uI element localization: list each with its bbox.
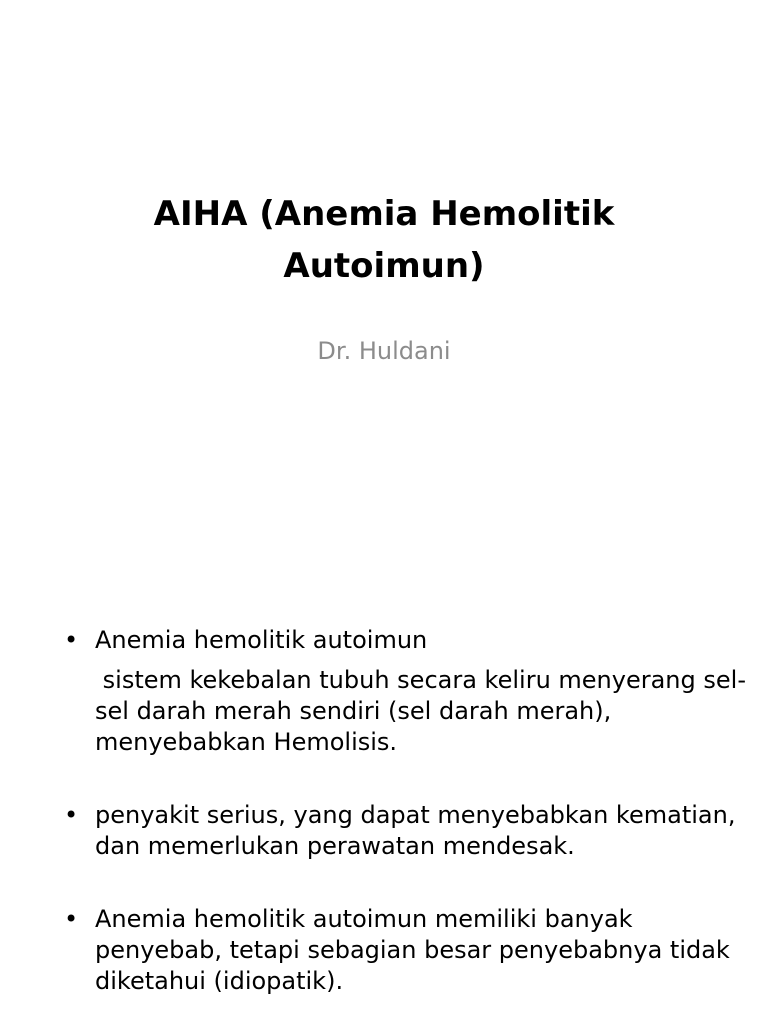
- bullet-item: [0, 800, 768, 862]
- bullet-text: Anemia hemolitik autoimun: [95, 626, 428, 654]
- bullet-marker: •: [64, 626, 79, 654]
- bullet-marker: •: [64, 801, 79, 829]
- slide-title-line-1: AIHA (Anemia Hemolitik: [153, 194, 615, 234]
- bullet-continuation-text: sistem kekebalan tubuh secara keliru menyerang sel-sel darah merah sendiri (sel darah merah), menyebabkan Hemolisis.: [95, 666, 746, 756]
- slide-title: [58, 188, 710, 292]
- slide-title-line-2: Autoimun): [283, 246, 485, 286]
- bullet-item: [0, 904, 768, 997]
- bullet-marker: •: [64, 905, 79, 933]
- content-slide: [0, 512, 768, 1024]
- bullet-list: [0, 625, 768, 1024]
- bullet-text: penyakit serius, yang dapat menyebabkan kematian, dan memerlukan perawatan mendesak.: [95, 801, 736, 860]
- bullet-item: [0, 625, 768, 758]
- bullet-text: Anemia hemolitik autoimun memiliki banyak penyebab, tetapi sebagian besar penyebabnya tidak diketahui (idiopatik).: [95, 905, 730, 995]
- slide-subtitle-author: Dr. Huldani: [317, 337, 451, 365]
